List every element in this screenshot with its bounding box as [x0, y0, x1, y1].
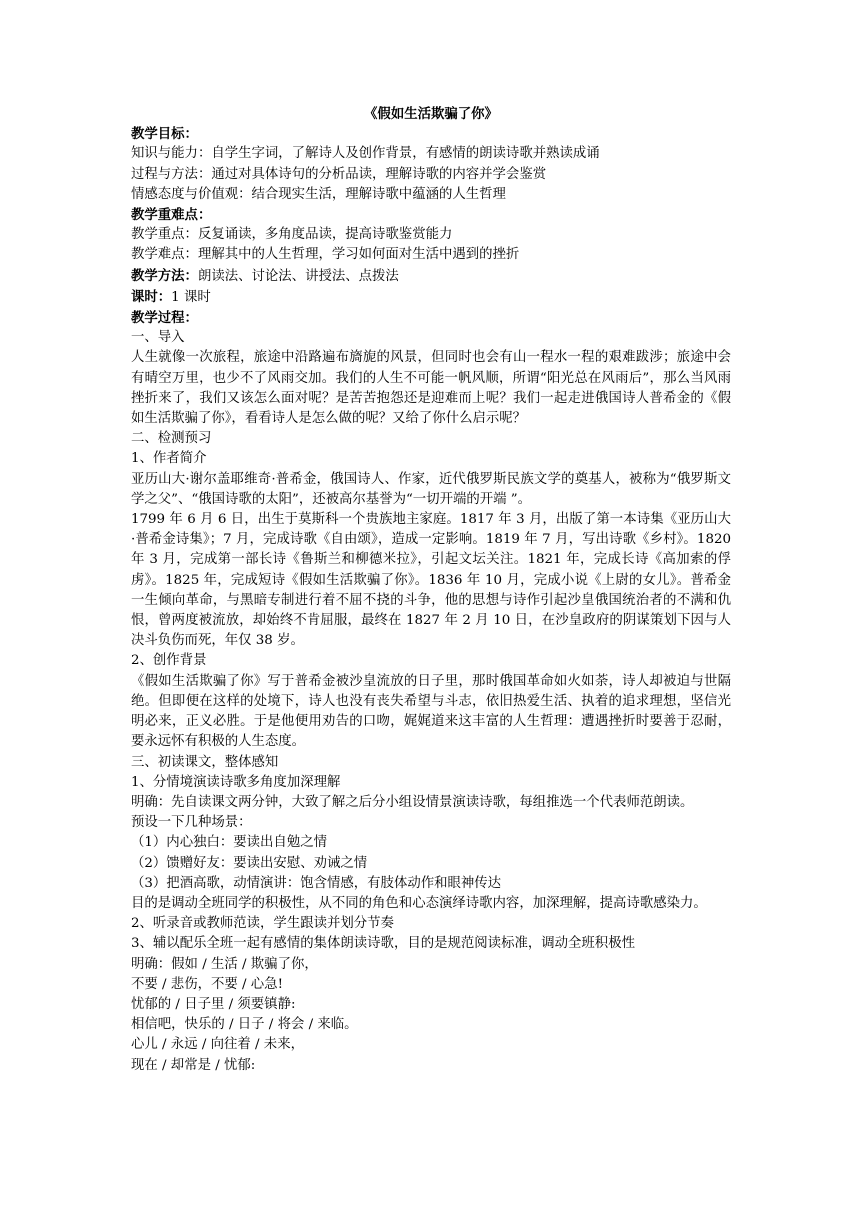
objective-knowledge: 知识与能力：自学生字词，了解诗人及创作背景，有感情的朗读诗歌并熟读成诵	[131, 146, 600, 162]
poem-line-6: 现在 / 却常是 / 忧郁:	[131, 1057, 256, 1073]
poem-line-2: 不要 / 悲伤，不要 / 心急!	[131, 976, 283, 992]
hours-line	[131, 287, 731, 308]
scene-1: （1）内心独白：要读出自勉之情	[131, 835, 327, 851]
scene-2: （2）馈赠好友：要读出安慰、劝诫之情	[131, 855, 368, 871]
reading-step-3: 3、辅以配乐全班一起有感情的集体朗读诗歌，目的是规范阅读标准，调动全班积极性	[131, 936, 635, 952]
poem-line-1: 明确：假如 / 生活 / 欺骗了你，	[131, 956, 318, 972]
objectives-heading: 教学目标：	[131, 126, 198, 143]
methods-label: 教学方法：	[131, 267, 198, 284]
poem-line-4: 相信吧，快乐的 / 日子 / 将会 / 来临。	[131, 1017, 358, 1033]
key-points-heading: 教学重难点：	[131, 207, 212, 224]
reading-step-2: 2、听录音或教师范读，学生跟读并划分节奏	[131, 916, 394, 932]
hours-label: 课时：	[131, 288, 172, 305]
scenes-intro: 预设一下几种场景：	[131, 815, 252, 831]
hours-text: 1 课时	[171, 289, 211, 305]
objective-emotion: 情感态度与价值观：结合现实生活，理解诗歌中蕴涵的人生哲理	[131, 186, 506, 202]
poem-line-5: 心儿 / 永远 / 向往着 / 未来，	[131, 1037, 304, 1053]
intro-paragraph: 人生就像一次旅程，旅途中沿路遍布旖旎的风景，但同时也会有山一程水一程的艰难跋涉；旅途中会有晴空万里，也少不了风雨交加。我们的人生不可能一帆风顺，所谓“阳光总在风雨后”，那么当风雨挫折来了，我们又该怎么面对呢？是苦苦抱怨还是迎难而上呢？我们一起走进俄国诗人普希金的《假如生活欺骗了你》，看看诗人是怎么做的呢？又给了你什么启示呢？	[131, 350, 731, 427]
scene-3: （3）把酒高歌，动情演讲：饱含情感，有肢体动作和眼神传达	[131, 875, 502, 891]
document-page	[131, 104, 731, 1076]
preview-heading: 二、检测预习	[131, 431, 212, 447]
reading-step-1-text: 明确：先自读课文两分钟，大致了解之后分小组设情景演读诗歌，每组推选一个代表师范朗读。	[131, 794, 694, 810]
key-point-difficulty: 教学难点：理解其中的人生哲理，学习如何面对生活中遇到的挫折	[131, 247, 520, 263]
author-paragraph-1: 亚历山大·谢尔盖耶维奇·普希金，俄国诗人、作家，近代俄罗斯民族文学的奠基人，被称为“俄罗斯文学之父”、“俄国诗歌的太阳”，还被高尔基誉为“一切开端的开端 ”。	[131, 471, 731, 507]
intro-heading: 一、导入	[131, 330, 185, 346]
reading-step-1: 1、分情境演读诗歌多角度加深理解	[131, 774, 341, 790]
methods-line	[131, 266, 731, 287]
document-title: 《假如生活欺骗了你》	[364, 106, 498, 122]
poem-line-3: 忧郁的 / 日子里 / 须要镇静:	[131, 996, 296, 1012]
background-paragraph: 《假如生活欺骗了你》写于普希金被沙皇流放的日子里，那时俄国革命如火如荼，诗人却被迫与世隔绝。但即便在这样的处境下，诗人也没有丧失希望与斗志，依旧热爱生活、执着的追求理想，坚信光明必来，正义必胜。于是他便用劝告的口吻，娓娓道来这丰富的人生哲理：遭遇挫折时要善于忍耐，要永远怀有积极的人生态度。	[131, 673, 731, 750]
process-heading: 教学过程：	[131, 310, 198, 327]
author-paragraph-2: 1799 年 6 月 6 日，出生于莫斯科一个贵族地主家庭。1817 年 3 月，出版了第一本诗集《亚历山大·普希金诗集》；7 月，完成诗歌《自由颂》，造成一定影响。1819 年 7 月，写出诗歌《乡村》。1820 年 3 月，完成第一部长诗《鲁斯兰和柳德米拉》，引起文坛关注。1821 年，完成长诗《高加索的俘虏》。1825 年，完成短诗《假如生活欺骗了你》。1836 年 10 月，完成小说《上尉的女儿》。普希金一生倾向革命，与黑暗专制进行着不屈不挠的斗争，他的思想与诗作引起沙皇俄国统治者的不满和仇恨，曾两度被流放，却始终不肯屈服，最终在 1827 年 2 月 10 日，在沙皇政府的阴谋策划下因与人决斗负伤而死，年仅 38 岁。	[131, 512, 731, 649]
author-heading: 1、作者简介	[131, 451, 207, 467]
objective-process: 过程与方法：通过对具体诗句的分析品读，理解诗歌的内容并学会鉴赏	[131, 166, 547, 182]
methods-text: 朗读法、讨论法、讲授法、点拨法	[197, 268, 399, 284]
reading-heading: 三、初读课文，整体感知	[131, 754, 279, 770]
scenes-purpose: 目的是调动全班同学的积极性，从不同的角色和心态演绎诗歌内容，加深理解，提高诗歌感染力。	[131, 895, 707, 911]
key-point-focus: 教学重点：反复诵读，多角度品读，提高诗歌鉴赏能力	[131, 227, 453, 243]
background-heading: 2、创作背景	[131, 653, 207, 669]
